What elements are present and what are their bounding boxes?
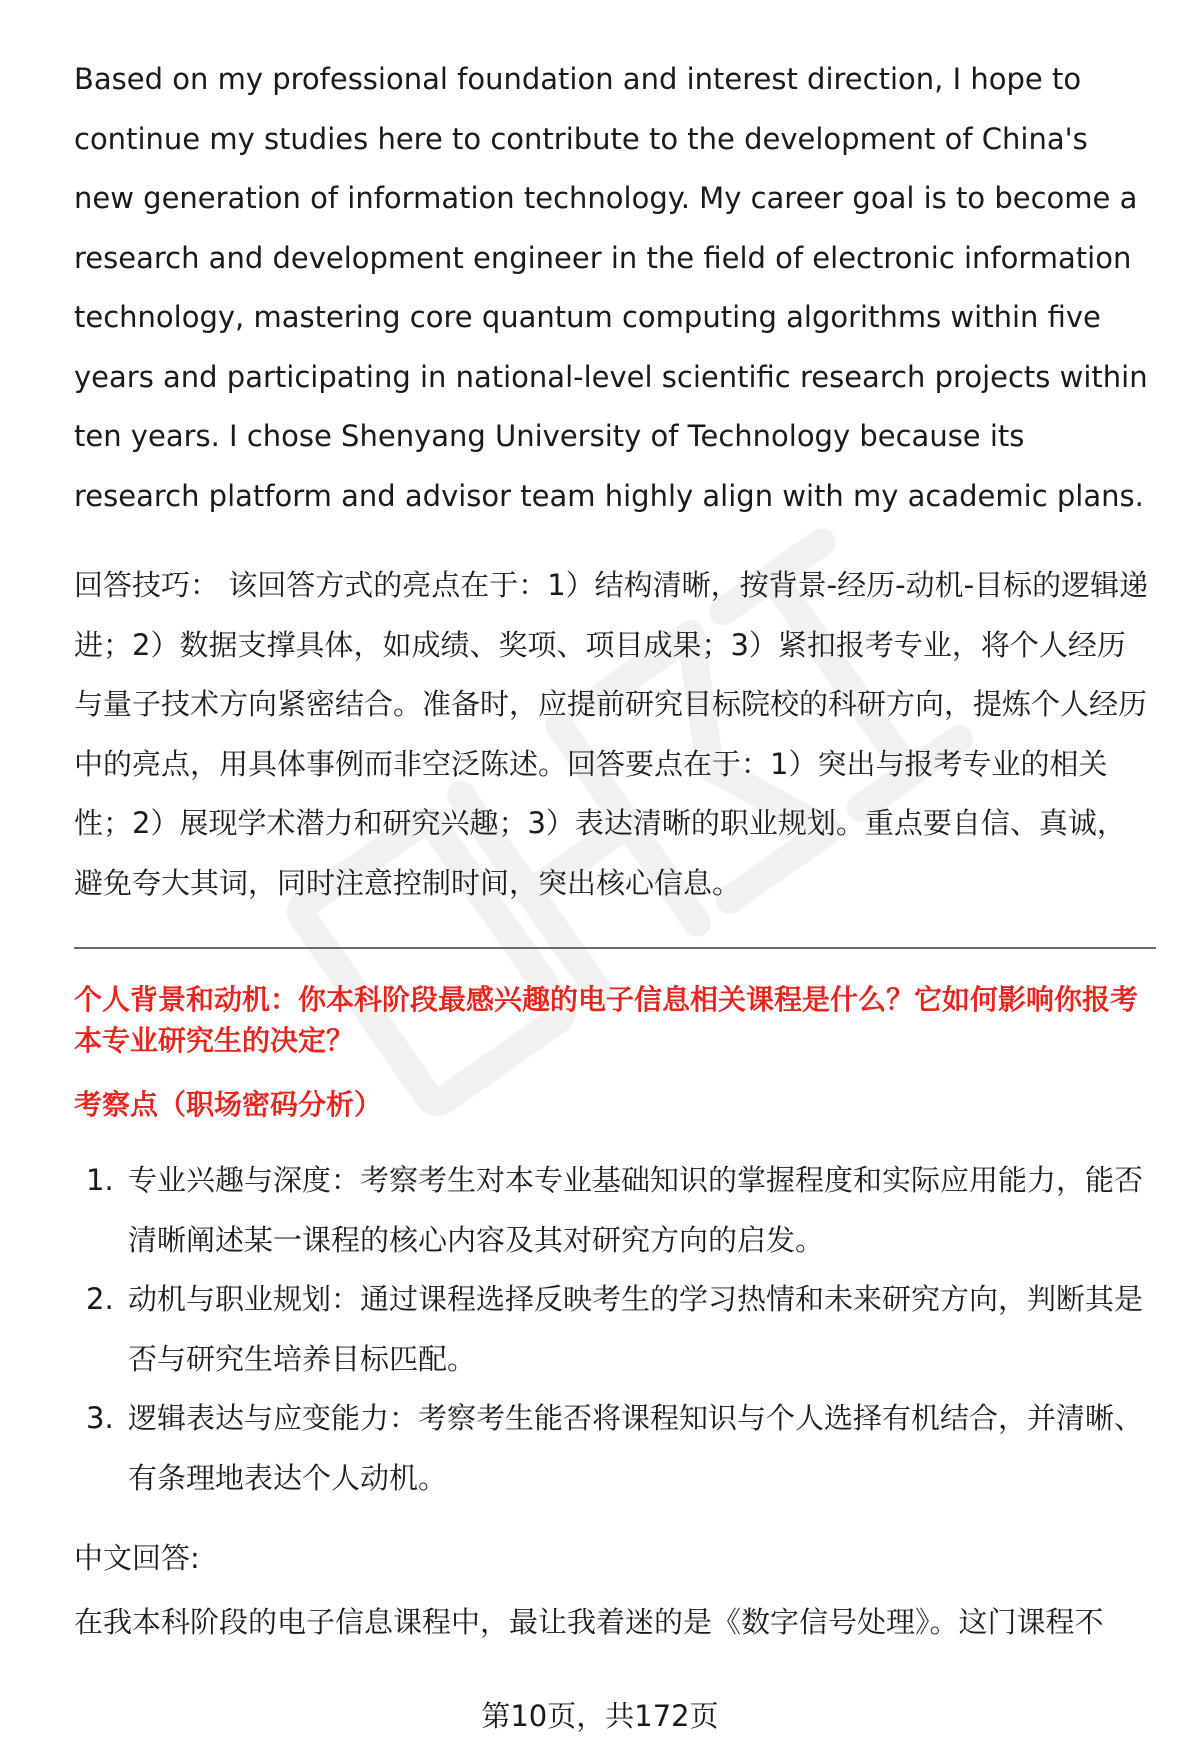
section-divider	[74, 947, 1156, 949]
list-item-text: 专业兴趣与深度：考察考生对本专业基础知识的掌握程度和实际应用能力，能否清晰阐述某一课程的核心内容及其对研究方向的启发。	[128, 1163, 1144, 1257]
assessment-title: 考察点（职场密码分析）	[74, 1088, 383, 1121]
list-number: 1.	[86, 1163, 114, 1197]
page-footer: 第10页，共172页	[481, 1699, 719, 1733]
assessment-points-list	[74, 1151, 1154, 1508]
chinese-answer-label: 中文回答:	[74, 1541, 200, 1575]
list-item-text: 逻辑表达与应变能力：考察考生能否将课程知识与个人选择有机结合，并清晰、有条理地表达个人动机。	[128, 1401, 1144, 1495]
list-number: 3.	[86, 1401, 114, 1435]
question-heading: 个人背景和动机：你本科阶段最感兴趣的电子信息相关课程是什么？它如何影响你报考本专业研究生的决定？	[74, 983, 1139, 1057]
list-number: 2.	[86, 1282, 114, 1316]
list-item	[74, 1270, 1154, 1389]
tips-paragraph: 回答技巧： 该回答方式的亮点在于：1）结构清晰，按背景-经历-动机-目标的逻辑递进；2）数据支撑具体，如成绩、奖项、项目成果；3）紧扣报考专业，将个人经历与量子技术方向紧密结合。准备时，应提前研究目标院校的科研方向，提炼个人经历中的亮点，用具体事例而非空泛陈述。回答要点在于：1）突出与报考专业的相关性；2）展现学术潜力和研究兴趣；3）表达清晰的职业规划。重点要自信、真诚，避免夸大其词，同时注意控制时间，突出核心信息。	[74, 568, 1149, 900]
chinese-answer-text: 在我本科阶段的电子信息课程中，最让我着迷的是《数字信号处理》。这门课程不	[74, 1605, 1104, 1639]
list-item-text: 动机与职业规划：通过课程选择反映考生的学习热情和未来研究方向，判断其是否与研究生培养目标匹配。	[128, 1282, 1144, 1376]
intro-paragraph: Based on my professional foundation and interest direction, I hope to continue my studies here to contribute to the development of China's new generation of information technology. My career goal is to become a research and development engineer in the field of electronic information technology, mastering core quantum computing algorithms within five years and participating in national-level scientific research projects within ten years. I chose Shenyang University of Technology because its research platform and advisor team highly align with my academic plans.	[74, 62, 1148, 513]
list-item	[74, 1389, 1154, 1508]
list-item	[74, 1151, 1154, 1270]
document-page	[74, 50, 1154, 1642]
